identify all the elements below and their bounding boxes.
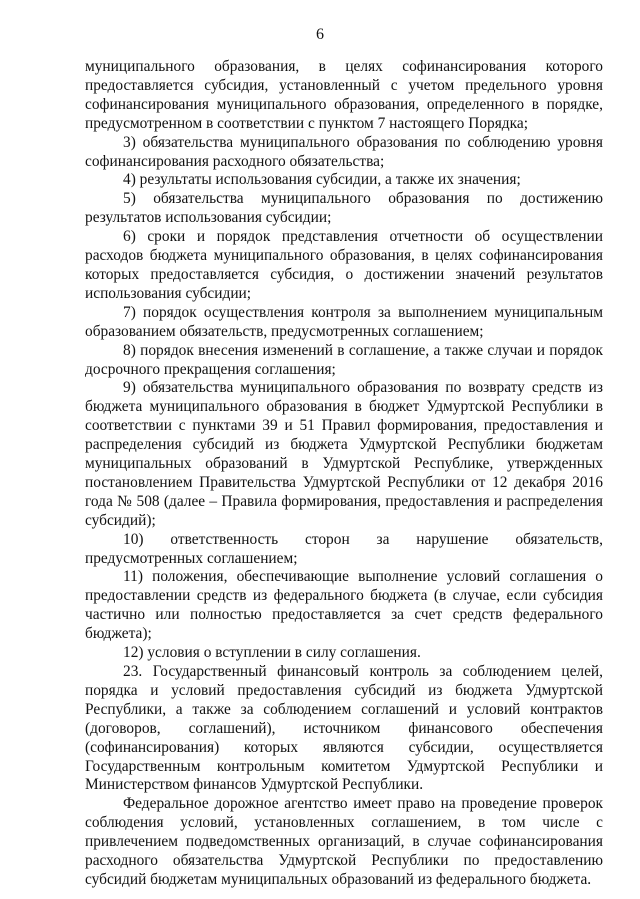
paragraph-item-7: 7) порядок осуществления контроля за выполнением муниципальным образованием обязательств, предусмотренных соглашением; (85, 303, 603, 340)
paragraph-section-23: 23. Государственный финансовый контроль за соблюдением целей, порядка и условий предоставления субсидий из бюджета Удмуртской Республики, а также за соблюдением соглашений и условий контрактов (договоров, соглашений), источником финансового обеспечения (софинансирования) которых являются субсидии, осуществляется Государственным контрольным комитетом Удмуртской Республики и Министерством финансов Удмуртской Республики. (85, 663, 603, 794)
paragraph-item-4: 4) результаты использования субсидии, а также их значения; (123, 171, 521, 189)
paragraph-item-6: 6) сроки и порядок представления отчетности об осуществлении расходов бюджета муниципального образования, в целях софинансирования которых предоставляется субсидия, о достижении значений результатов использования субсидии; (85, 228, 603, 302)
paragraph-item-5: 5) обязательства муниципального образования по достижению результатов использования субсидии; (85, 190, 603, 227)
paragraph-item-9: 9) обязательства муниципального образования по возврату средств из бюджета муниципального образования в бюджет Удмуртской Республики в соответствии с пунктами 39 и 51 Правил формирования, предоставления и распределения субсидий из бюджета Удмуртской Республики бюджетам муниципальных образований в Удмуртской Республике, утвержденных постановлением Правительства Удмуртской Республики от 12 декабря 2016 года № 508 (далее – Правила формирования, предоставления и распределения субсидий); (85, 379, 603, 529)
page-number: 6 (316, 26, 324, 43)
document-body (85, 58, 603, 890)
paragraph-item-3: 3) обязательства муниципального образования по соблюдению уровня софинансирования расходного обязательства; (85, 133, 603, 170)
paragraph-continued: муниципального образования, в целях софинансирования которого предоставляется субсидия, установленный с учетом предельного уровня софинансирования муниципального образования, определенного в порядке, предусмотренном в соответствии с пунктом 7 настоящего Порядка; (85, 58, 603, 132)
paragraph-item-8: 8) порядок внесения изменений в соглашение, а также случаи и порядок досрочного прекращения соглашения; (85, 341, 603, 378)
paragraph-item-10: 10) ответственность сторон за нарушение обязательств, предусмотренных соглашением; (85, 530, 603, 567)
paragraph-item-12: 12) условия о вступлении в силу соглашения. (123, 644, 421, 662)
paragraph-item-11: 11) положения, обеспечивающие выполнение условий соглашения о предоставлении средств из федерального бюджета (в случае, если субсидия частично или полностью предоставляется за счет средств федерального бюджета); (85, 568, 603, 643)
paragraph-federal-agency: Федеральное дорожное агентство имеет право на проведение проверок соблюдения условий, установленных соглашением, в том числе с привлечением подведомственных организаций, в случае софинансирования расходного обязательства Удмуртской Республики по предоставлению субсидий бюджетам муниципальных образований из федерального бюджета. (85, 795, 603, 888)
